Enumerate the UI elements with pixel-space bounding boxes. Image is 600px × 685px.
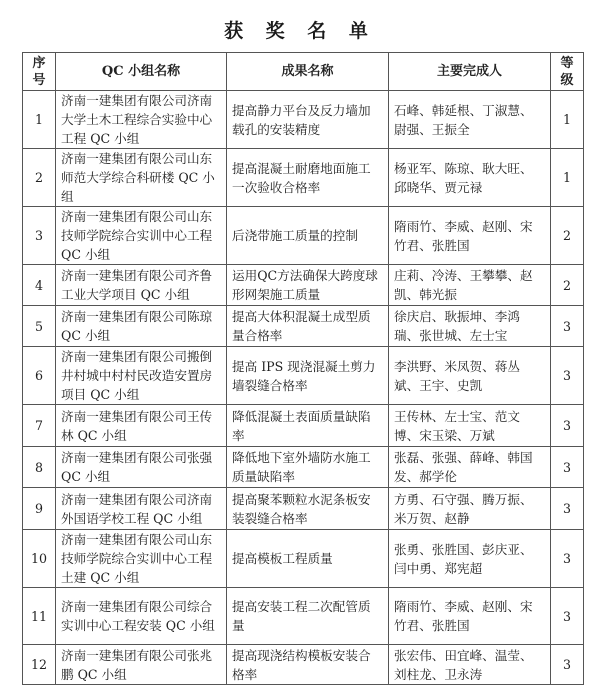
- header-result: 成果名称: [227, 53, 389, 91]
- award-level: 3: [551, 306, 584, 347]
- main-contributors: 方勇、石守强、腾万振、米万贺、赵静: [389, 488, 551, 530]
- award-level: 1: [551, 91, 584, 149]
- main-contributors: 隋雨竹、李威、赵刚、宋竹君、张胜国: [389, 207, 551, 265]
- result-name: 提高安装工程二次配管质量: [227, 588, 389, 645]
- award-level: 3: [551, 347, 584, 405]
- main-contributors: 庄莉、冷涛、王攀攀、赵凯、韩光振: [389, 265, 551, 306]
- header-no: 序号: [23, 53, 56, 91]
- table-row: [23, 149, 584, 207]
- qc-group-name: 济南一建集团有限公司齐鲁工业大学项目 QC 小组: [56, 265, 227, 306]
- row-number: 10: [23, 530, 56, 588]
- table-row: [23, 306, 584, 347]
- award-level: 3: [551, 447, 584, 488]
- table-row: [23, 405, 584, 447]
- result-name: 提高现浇结构模板安装合格率: [227, 645, 389, 685]
- result-name: 运用QC方法确保大跨度球形网架施工质量: [227, 265, 389, 306]
- table-row: [23, 207, 584, 265]
- award-level: 3: [551, 530, 584, 588]
- qc-group-name: 济南一建集团有限公司山东师范大学综合科研楼 QC 小组: [56, 149, 227, 207]
- main-contributors: 石峰、韩延根、丁淑慧、尉强、王振全: [389, 91, 551, 149]
- result-name: 降低地下室外墙防水施工质量缺陷率: [227, 447, 389, 488]
- row-number: 4: [23, 265, 56, 306]
- row-number: 7: [23, 405, 56, 447]
- award-level: 3: [551, 405, 584, 447]
- row-number: 11: [23, 588, 56, 645]
- result-name: 提高 IPS 现浇混凝土剪力墙裂缝合格率: [227, 347, 389, 405]
- table-header-row: [23, 53, 584, 91]
- qc-group-name: 济南一建集团有限公司山东技师学院综合实训中心工程 QC 小组: [56, 207, 227, 265]
- main-contributors: 张宏伟、田宜峰、温莹、刘柱龙、卫永涛: [389, 645, 551, 685]
- award-level: 3: [551, 645, 584, 685]
- row-number: 6: [23, 347, 56, 405]
- table-row: [23, 645, 584, 685]
- qc-group-name: 济南一建集团有限公司搬倒井村城中村村民改造安置房项目 QC 小组: [56, 347, 227, 405]
- main-contributors: 王传林、左士宝、范文博、宋玉梁、万斌: [389, 405, 551, 447]
- qc-group-name: 济南一建集团有限公司山东技师学院综合实训中心工程土建 QC 小组: [56, 530, 227, 588]
- award-level: 2: [551, 207, 584, 265]
- row-number: 2: [23, 149, 56, 207]
- main-contributors: 杨亚军、陈琼、耿大旺、邱晓华、贾元禄: [389, 149, 551, 207]
- row-number: 8: [23, 447, 56, 488]
- qc-group-name: 济南一建集团有限公司王传林 QC 小组: [56, 405, 227, 447]
- qc-group-name: 济南一建集团有限公司济南大学土木工程综合实验中心工程 QC 小组: [56, 91, 227, 149]
- award-level: 3: [551, 488, 584, 530]
- qc-group-name: 济南一建集团有限公司陈琼 QC 小组: [56, 306, 227, 347]
- table-row: [23, 488, 584, 530]
- result-name: 提高静力平台及反力墙加载孔的安装精度: [227, 91, 389, 149]
- award-table: [22, 52, 584, 685]
- header-people: 主要完成人: [389, 53, 551, 91]
- result-name: 降低混凝土表面质量缺陷率: [227, 405, 389, 447]
- main-contributors: 李洪野、米凤贺、蒋丛斌、王宇、史凯: [389, 347, 551, 405]
- table-row: [23, 588, 584, 645]
- award-level: 3: [551, 588, 584, 645]
- award-level: 1: [551, 149, 584, 207]
- main-contributors: 张勇、张胜国、彭庆亚、闫中勇、郑宪超: [389, 530, 551, 588]
- result-name: 提高聚苯颗粒水泥条板安装裂缝合格率: [227, 488, 389, 530]
- header-group: QC 小组名称: [56, 53, 227, 91]
- result-name: 提高模板工程质量: [227, 530, 389, 588]
- table-row: [23, 265, 584, 306]
- document-title: 获 奖 名 单: [224, 20, 376, 42]
- row-number: 12: [23, 645, 56, 685]
- table-row: [23, 347, 584, 405]
- row-number: 5: [23, 306, 56, 347]
- main-contributors: 隋雨竹、李威、赵刚、宋竹君、张胜国: [389, 588, 551, 645]
- main-contributors: 张磊、张强、薛峰、韩国发、郝学伦: [389, 447, 551, 488]
- qc-group-name: 济南一建集团有限公司济南外国语学校工程 QC 小组: [56, 488, 227, 530]
- row-number: 1: [23, 91, 56, 149]
- table-row: [23, 530, 584, 588]
- table-row: [23, 447, 584, 488]
- award-level: 2: [551, 265, 584, 306]
- header-level: 等级: [551, 53, 584, 91]
- row-number: 3: [23, 207, 56, 265]
- result-name: 后浇带施工质量的控制: [227, 207, 389, 265]
- row-number: 9: [23, 488, 56, 530]
- table-row: [23, 91, 584, 149]
- qc-group-name: 济南一建集团有限公司张强 QC 小组: [56, 447, 227, 488]
- qc-group-name: 济南一建集团有限公司张兆鹏 QC 小组: [56, 645, 227, 685]
- main-contributors: 徐庆启、耿振坤、李鸿瑞、张世城、左士宝: [389, 306, 551, 347]
- qc-group-name: 济南一建集团有限公司综合实训中心工程安装 QC 小组: [56, 588, 227, 645]
- result-name: 提高混凝土耐磨地面施工一次验收合格率: [227, 149, 389, 207]
- result-name: 提高大体积混凝土成型质量合格率: [227, 306, 389, 347]
